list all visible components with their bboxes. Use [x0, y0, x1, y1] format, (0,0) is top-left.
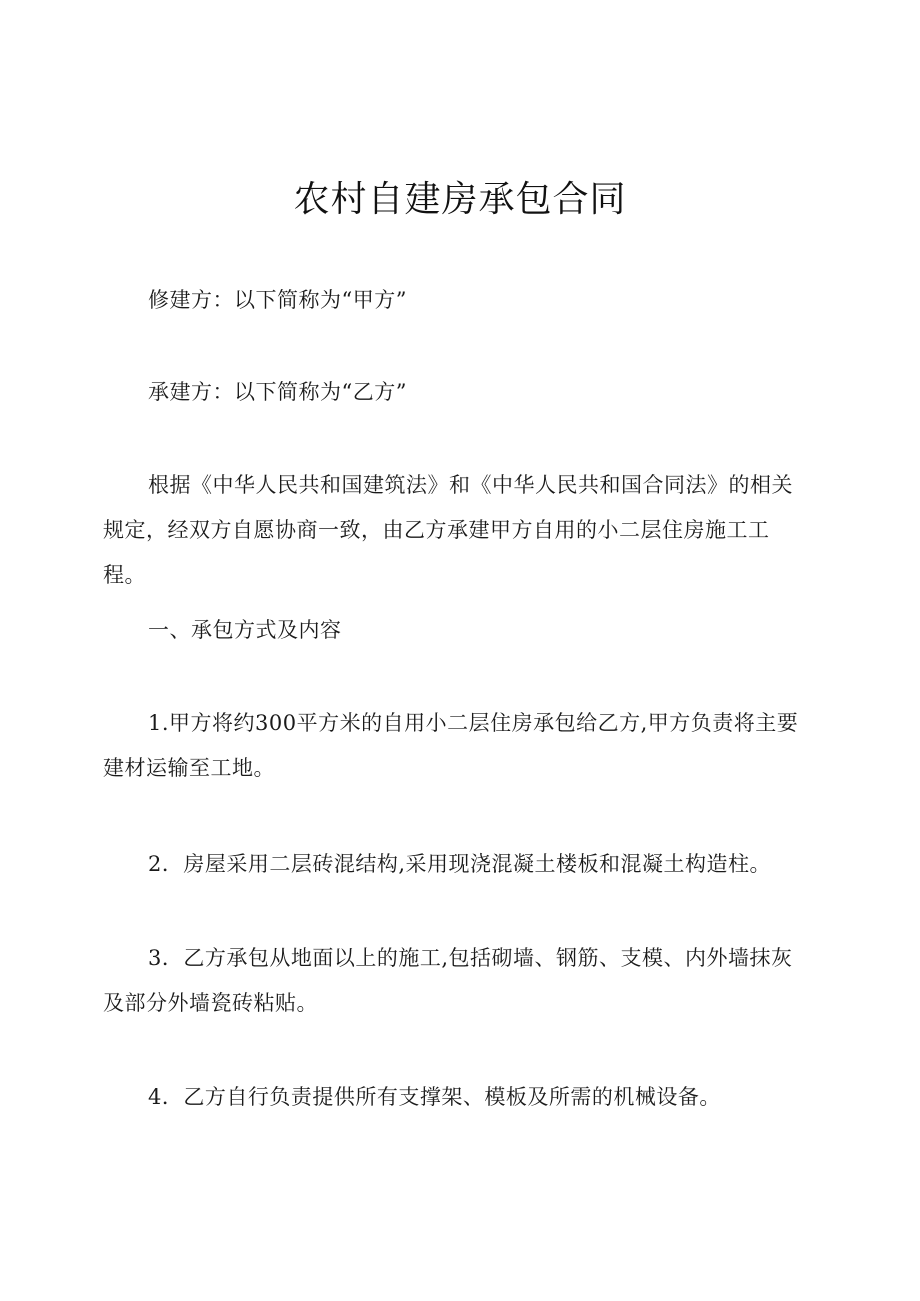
party-a-line: 修建方：以下简称为“甲方”	[148, 288, 407, 312]
document-title: 农村自建房承包合同	[293, 179, 627, 220]
clause-4: 4．乙方自行负责提供所有支撑架、模板及所需的机械设备。	[148, 1085, 721, 1109]
clause-2: 2．房屋采用二层砖混结构,采用现浇混凝土楼板和混凝土构造柱。	[148, 852, 772, 876]
party-b-line: 承建方：以下简称为“乙方”	[148, 380, 407, 404]
clause-3: 3．乙方承包从地面以上的施工,包括砌墙、钢筋、支模、内外墙抹灰及部分外墙瓷砖粘贴。	[103, 946, 793, 1015]
clause-1: 1.甲方将约300平方米的自用小二层住房承包给乙方,甲方负责将主要建材运输至工地。	[103, 711, 799, 780]
section-1-heading: 一、承包方式及内容	[148, 618, 342, 642]
intro-paragraph: 根据《中华人民共和国建筑法》和《中华人民共和国合同法》的相关规定，经双方自愿协商一致，由乙方承建甲方自用的小二层住房施工工程。	[103, 473, 793, 587]
